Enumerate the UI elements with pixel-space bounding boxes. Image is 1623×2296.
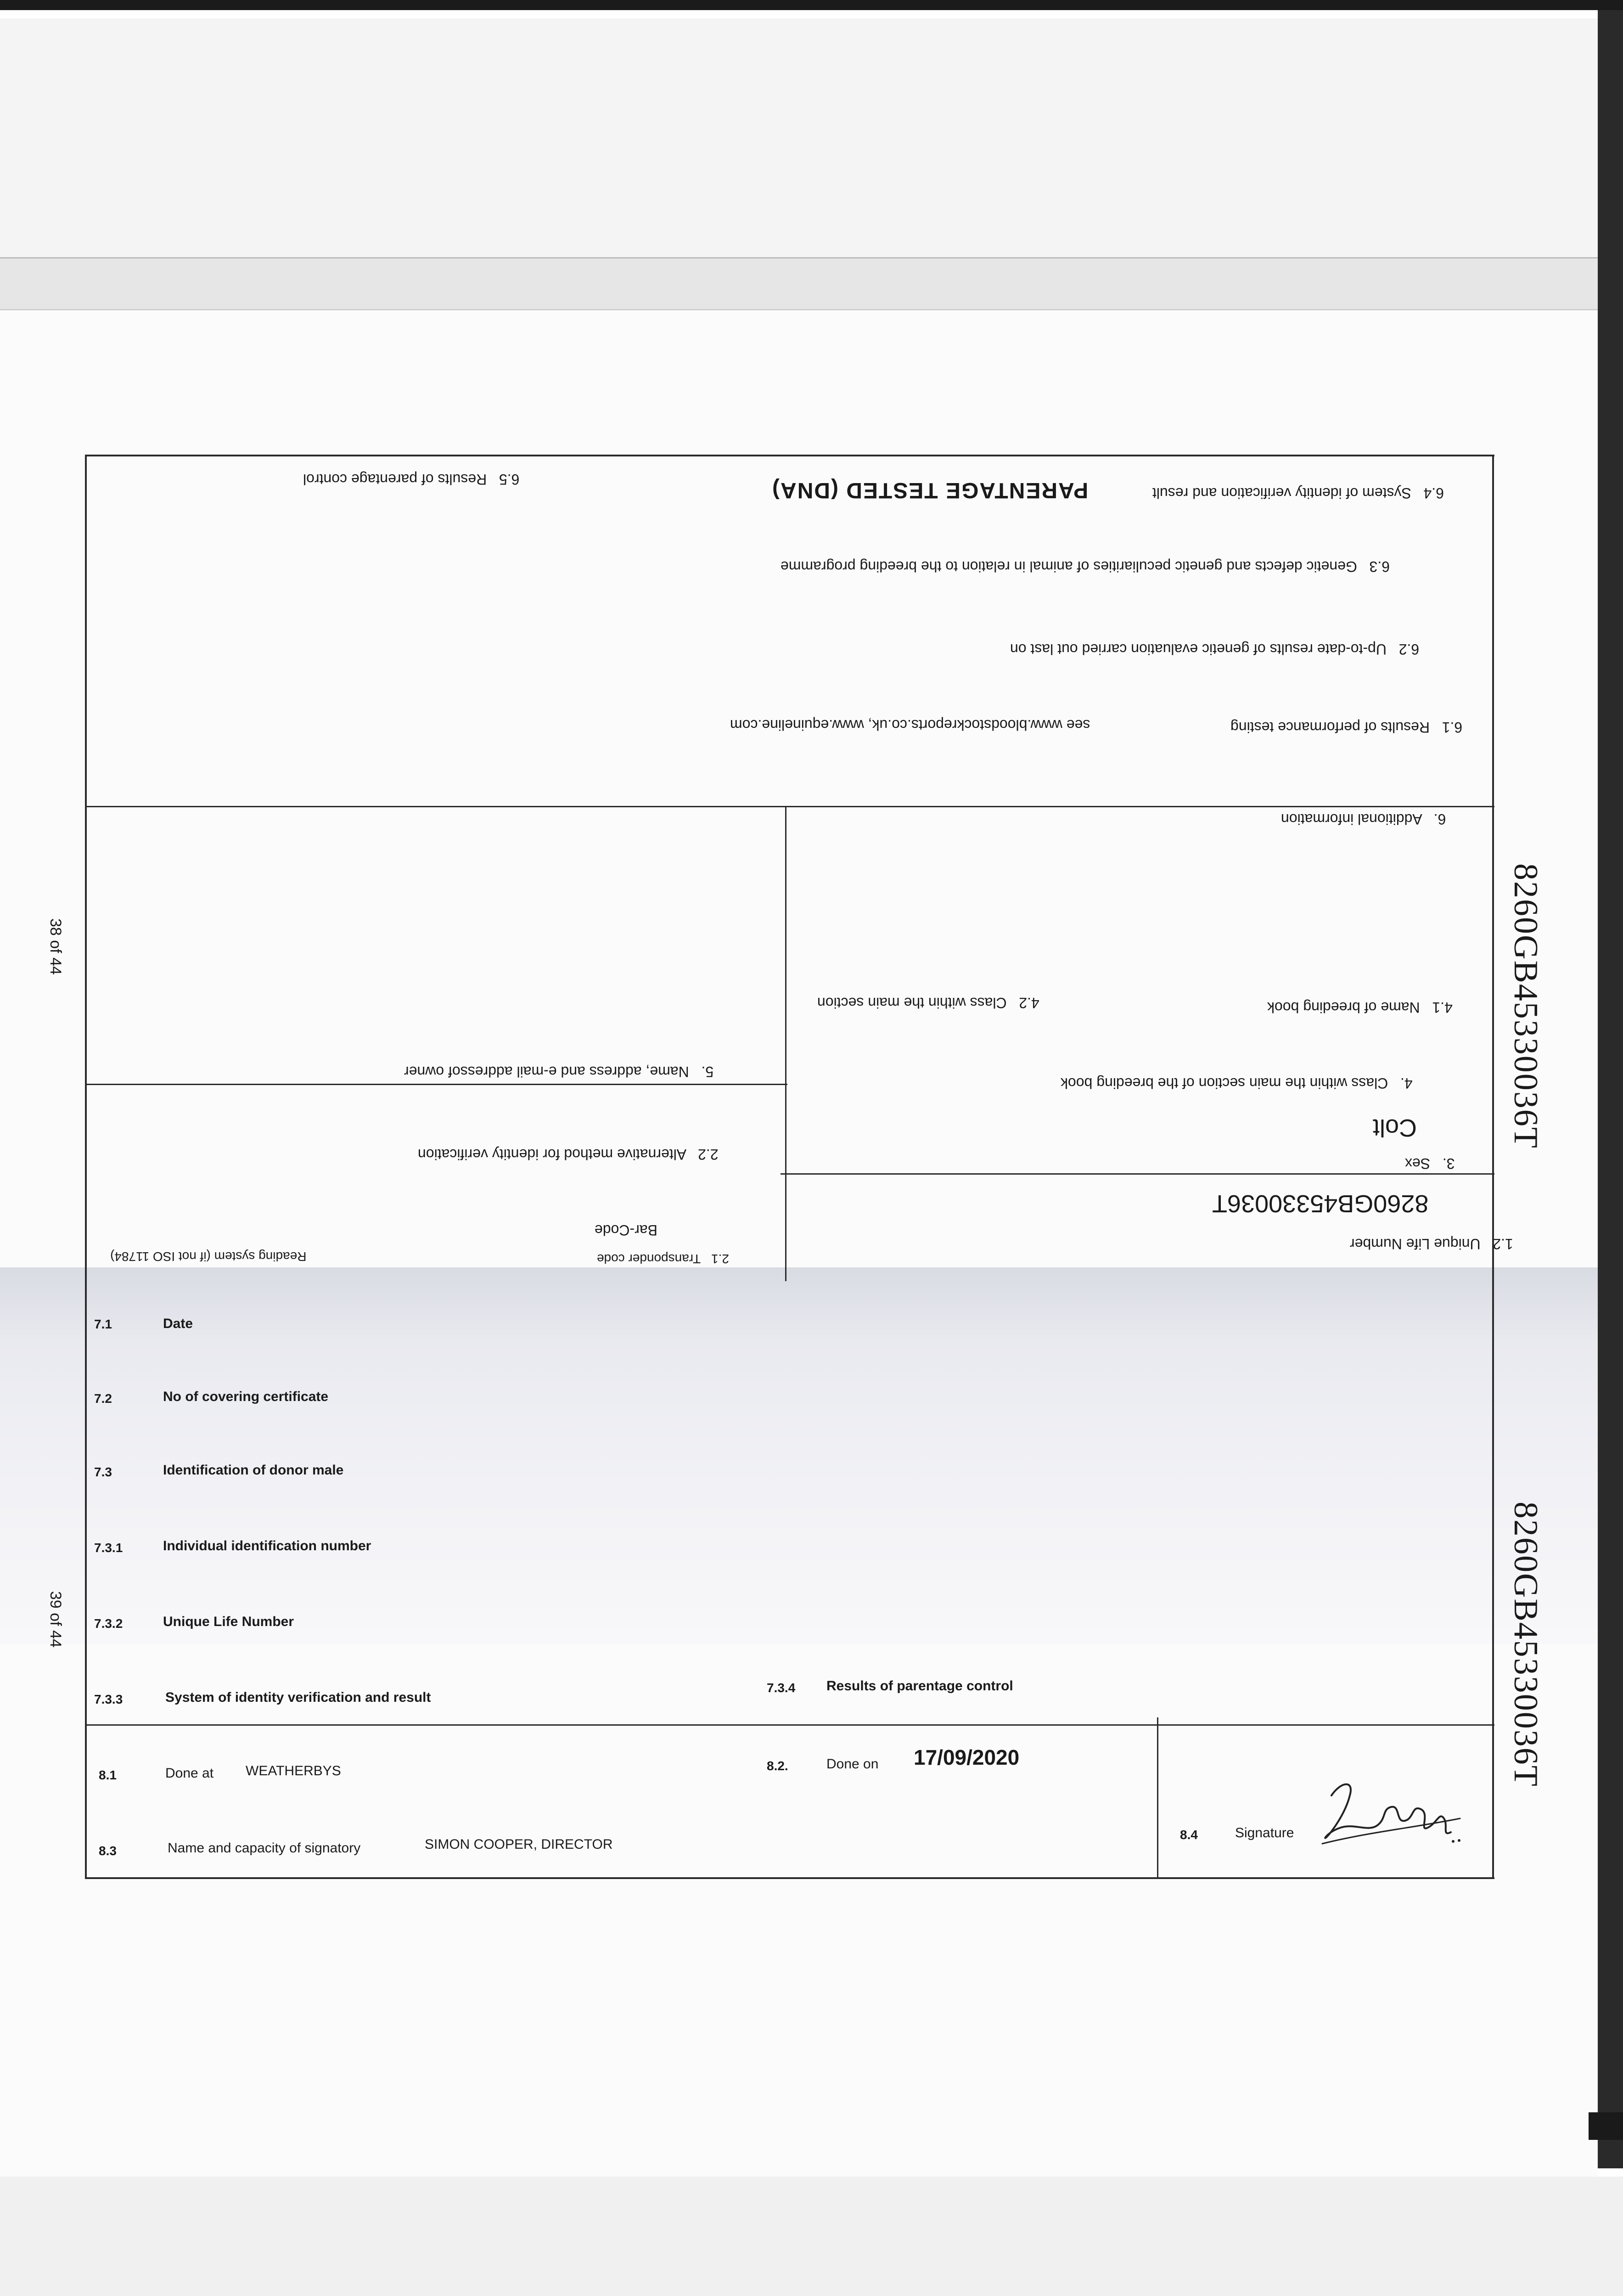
field-2-1	[597, 1251, 729, 1266]
field-6-3-number: 6.3	[1369, 558, 1390, 575]
row-7-3-2-number: 7.3.2	[94, 1616, 123, 1631]
row-7-3-3	[94, 1692, 123, 1707]
page-edge-band	[0, 257, 1623, 310]
done-on-value: 17/09/2020	[914, 1745, 1020, 1769]
row-7-3-1-number: 7.3.1	[94, 1541, 123, 1555]
field-1-2-label: Unique Life Number	[1350, 1236, 1481, 1252]
field-6-4-label: System of identity verification and result	[1152, 485, 1411, 501]
row-7-3-2-label: Unique Life Number	[163, 1614, 294, 1629]
book-fold-shadow	[0, 1267, 1598, 1644]
field-6-4-number: 6.4	[1423, 485, 1444, 501]
row-7-3-label: Identification of donor male	[163, 1463, 344, 1478]
upper-divider-3	[781, 1173, 1494, 1175]
row-7-3-1-label: Individual identification number	[163, 1538, 371, 1553]
upper-frame-top	[85, 455, 1494, 456]
lower-frame-left	[85, 1281, 87, 1878]
done-at-value: WEATHERBYS	[246, 1763, 341, 1778]
scanner-edge-top	[0, 0, 1623, 10]
field-2-2-label: Alternative method for identity verification	[418, 1146, 687, 1163]
row-7-1-number: 7.1	[94, 1317, 112, 1331]
signatory-value: SIMON COOPER, DIRECTOR	[425, 1837, 613, 1852]
field-4-2	[817, 994, 1039, 1011]
field-4-number: 4.	[1400, 1075, 1413, 1092]
field-6-4	[1152, 484, 1444, 501]
upper-divider-5	[85, 1084, 787, 1085]
field-4-1-number: 4.1	[1432, 999, 1453, 1016]
field-2-2	[418, 1146, 719, 1163]
barcode-label: Bar-Code	[595, 1222, 657, 1238]
performance-testing-value: see www.bloodstockreports.co.uk, www.equineline.com	[730, 717, 1090, 733]
field-3-label: Sex	[1405, 1155, 1431, 1172]
row-7-3-1	[94, 1541, 123, 1555]
sex-value: Colt	[1373, 1114, 1417, 1142]
row-8-4-number: 8.4	[1180, 1828, 1198, 1842]
field-4	[1061, 1075, 1413, 1092]
field-2-2-number: 2.2	[698, 1146, 719, 1163]
scanner-edge-right	[1598, 10, 1623, 2168]
row-8-2-label: Done on	[826, 1756, 879, 1772]
field-4-1	[1267, 999, 1453, 1016]
page-number-lower: 39 of 44	[47, 1591, 64, 1648]
row-7-3-3-number: 7.3.3	[94, 1692, 123, 1706]
field-6-label: Additional information	[1281, 811, 1422, 827]
row-7-3-2	[94, 1616, 123, 1631]
row-7-2-number: 7.2	[94, 1391, 112, 1406]
reading-system-label: Reading system (if not ISO 11784)	[110, 1249, 307, 1264]
row-8-1-label: Done at	[165, 1766, 214, 1781]
upper-frame-left	[85, 455, 87, 1281]
row-7-2-label: No of covering certificate	[163, 1389, 329, 1404]
field-4-label: Class within the main section of the breeding book	[1061, 1075, 1388, 1092]
row-7-2	[94, 1391, 112, 1406]
signature-image	[1313, 1763, 1465, 1855]
side-code-upper: 8260GB45330036T	[1507, 863, 1544, 1149]
row-7-3-3-label: System of identity verification and result	[165, 1690, 431, 1705]
field-6-5-number: 6.5	[499, 471, 520, 488]
field-6-1-number: 6.1	[1442, 719, 1463, 736]
row-8-4-label: Signature	[1235, 1825, 1294, 1840]
field-6	[1281, 810, 1446, 827]
field-3-number: 3.	[1442, 1155, 1455, 1172]
row-7-3-4-number: 7.3.4	[767, 1681, 796, 1695]
page-number-upper: 38 of 44	[47, 918, 64, 975]
upper-divider-6	[85, 806, 1494, 807]
lower-divider-8	[85, 1724, 1494, 1726]
row-7-3-4-label: Results of parentage control	[826, 1678, 1013, 1694]
row-7-1	[94, 1317, 112, 1332]
row-8-2-number: 8.2.	[767, 1759, 788, 1773]
row-8-3-label: Name and capacity of signatory	[168, 1840, 361, 1856]
field-1-2	[1350, 1235, 1513, 1252]
field-5-label: Name, address and e-mail addressof owner	[404, 1064, 689, 1080]
scanner-corner	[1589, 2112, 1623, 2140]
field-6-1-label: Results of performance testing	[1230, 719, 1430, 736]
upper-divider-vertical	[785, 806, 786, 1281]
lower-frame-bottom	[85, 1877, 1494, 1879]
parentage-tested-value: PARENTAGE TESTED (DNA)	[771, 478, 1089, 502]
field-6-5	[303, 471, 519, 488]
field-4-2-label: Class within the main section	[817, 995, 1007, 1011]
field-6-1	[1230, 719, 1462, 736]
upper-frame-right	[1492, 455, 1494, 1281]
field-4-2-number: 4.2	[1019, 995, 1039, 1011]
field-2-1-label: Transponder code	[597, 1252, 701, 1266]
back-page	[0, 18, 1598, 266]
row-7-3	[94, 1465, 112, 1480]
field-5	[404, 1063, 713, 1080]
scanner-bottom	[0, 2177, 1623, 2296]
row-7-1-label: Date	[163, 1316, 193, 1331]
field-6-2-number: 6.2	[1398, 641, 1420, 658]
field-6-2	[1010, 641, 1419, 658]
field-6-3-label: Genetic defects and genetic peculiarities of animal in relation to the breeding programme	[781, 558, 1357, 575]
field-6-2-label: Up-to-date results of genetic evaluation carried out last on	[1010, 641, 1387, 658]
side-code-lower: 8260GB45330036T	[1507, 1502, 1544, 1787]
field-6-3	[781, 558, 1390, 575]
lower-frame-right	[1492, 1281, 1494, 1878]
field-4-1-label: Name of breeding book	[1267, 999, 1420, 1016]
field-6-5-label: Results of parentage control	[303, 471, 487, 488]
field-1-2-number: 1.2	[1493, 1236, 1513, 1252]
row-7-3-number: 7.3	[94, 1465, 112, 1479]
field-5-number: 5.	[701, 1064, 714, 1080]
field-3	[1405, 1155, 1455, 1172]
row-8-1-number: 8.1	[99, 1768, 117, 1782]
field-6-number: 6.	[1433, 811, 1446, 827]
unique-life-number-value: 8260GB45330036T	[1212, 1190, 1429, 1217]
row-8-3-number: 8.3	[99, 1844, 117, 1858]
lower-divider-signature	[1157, 1717, 1158, 1878]
field-2-1-number: 2.1	[711, 1252, 729, 1266]
